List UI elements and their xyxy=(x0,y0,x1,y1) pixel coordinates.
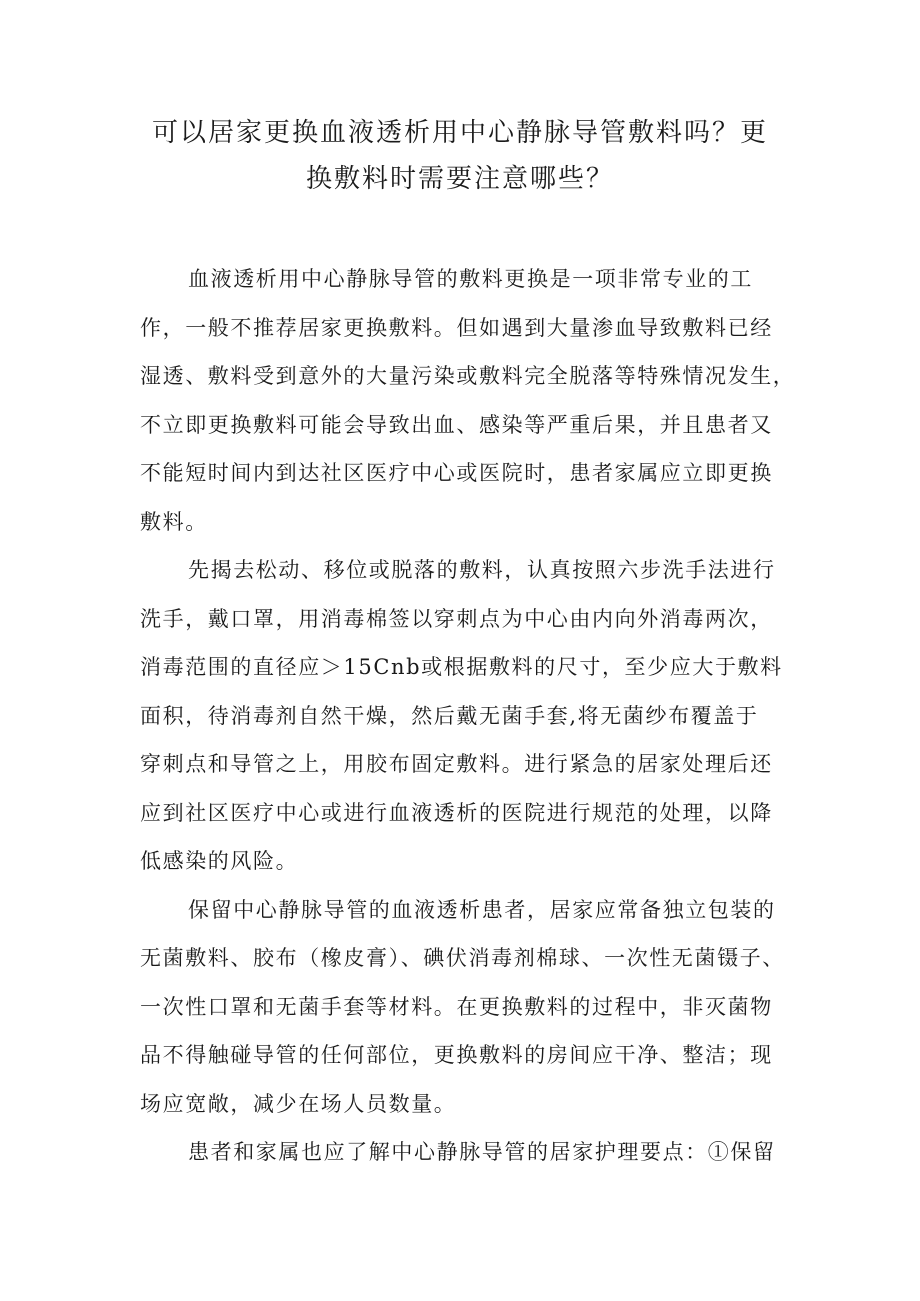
paragraph-line: 场应宽敞，减少在场人员数量。 xyxy=(140,1091,457,1116)
paragraph-line: 应到社区医疗中心或进行血液透析的医院进行规范的处理，以降 xyxy=(140,800,773,825)
paragraph-line: 不能短时间内到达社区医疗中心或医院时，患者家属应立即更换 xyxy=(140,461,773,485)
paragraph-line: 洗手，戴口罩，用消毒棉签以穿刺点为中心由内向外消毒两次， xyxy=(140,606,773,631)
title-line-2: 换敷料时需要注意哪些？ xyxy=(305,164,614,194)
document-body xyxy=(140,255,796,1177)
paragraph-line: 作，一般不推荐居家更换敷料。但如遇到大量渗血导致敷料已经 xyxy=(140,315,773,340)
paragraph-1 xyxy=(140,255,796,546)
paragraph-line: 品不得触碰导管的任何部位，更换敷料的房间应干净、整洁；现 xyxy=(140,1043,773,1067)
title-line-1: 可以居家更换血液透析用中心静脉导管敷料吗？更 xyxy=(151,118,768,148)
paragraph-line: 无菌敷料、胶布（橡皮膏）、碘伏消毒剂棉球、一次性无菌镊子、 xyxy=(140,946,785,970)
paragraph-line: 保留中心静脉导管的血液透析患者，居家应常备独立包装的 xyxy=(188,897,776,922)
paragraph-line: 敷料。 xyxy=(140,509,208,534)
paragraph-3 xyxy=(140,886,790,1129)
paragraph-line: 患者和家属也应了解中心静脉导管的居家护理要点：①保留 xyxy=(188,1140,776,1164)
paragraph-4 xyxy=(140,1128,790,1177)
paragraph-line: 湿透、敷料受到意外的大量污染或敷料完全脱落等特殊情况发生， xyxy=(140,364,796,388)
paragraph-line: 不立即更换敷料可能会导致出血、感染等严重后果，并且患者又 xyxy=(140,412,773,437)
paragraph-line: 穿刺点和导管之上，用胶布固定敷料。进行紧急的居家处理后还 xyxy=(140,752,773,776)
document-title xyxy=(150,110,770,202)
paragraph-line: 一次性口罩和无菌手套等材料。在更换敷料的过程中，非灭菌物 xyxy=(140,994,773,1019)
paragraph-2 xyxy=(140,546,790,886)
paragraph-line: 低感染的风险。 xyxy=(140,849,299,873)
paragraph-line: 血液透析用中心静脉导管的敷料更换是一项非常专业的工 xyxy=(188,267,753,291)
paragraph-line: 先揭去松动、移位或脱落的敷料，认真按照六步洗手法进行 xyxy=(188,558,776,582)
paragraph-line: 消毒范围的直径应＞15Cnb或根据敷料的尺寸，至少应大于敷料 xyxy=(140,655,783,679)
paragraph-line: 面积，待消毒剂自然干燥，然后戴无菌手套,将无菌纱布覆盖于 xyxy=(140,703,759,728)
